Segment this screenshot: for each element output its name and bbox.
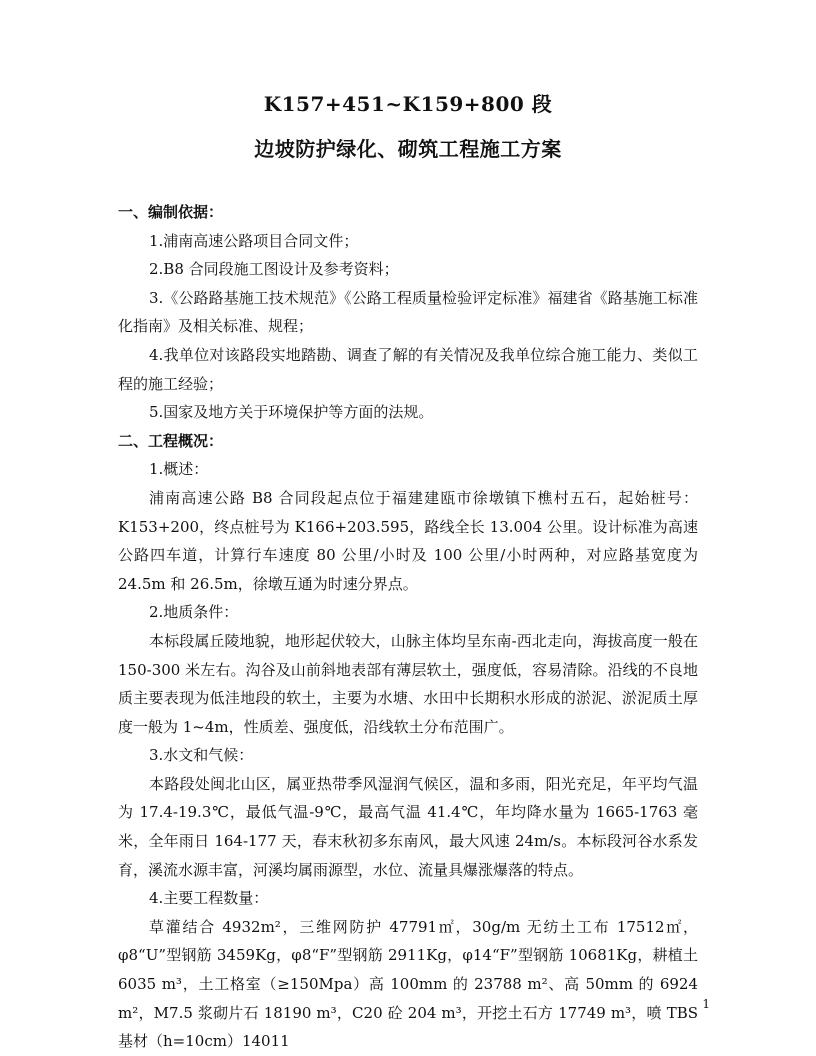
subheading-quantities: 4.主要工程数量： bbox=[149, 889, 269, 908]
geology-paragraph: 本标段属丘陵地貌，地形起伏较大，山脉主体均呈东南-西北走向，海拔高度一般在 150-300 米左右。沟谷及山前斜地表部有薄层软土，强度低，容易清除。沿线的不良地质主要表现为低洼地段的软土，主要为水塘、水田中长期积水形成的淤泥、淤泥质土厚度一般为 1~4m，性质差、强度低，沿线软土分布范围广。 bbox=[118, 631, 698, 736]
heading-basis: 一、编制依据： bbox=[118, 203, 224, 221]
summary-paragraph: 浦南高速公路 B8 合同段起点位于福建建瓯市徐墩镇下樵村五石，起始桩号：K153+200，终点桩号为 K166+203.595，路线全长 13.004 公里。设计标准为高速公路四车道，计算行车速度 80 公里/小时及 100 公里/小时两种，对应路基宽度为 24.5m 和 26.5m，徐墩互通为时速分界点。 bbox=[118, 488, 698, 593]
basis-item-4: 4.我单位对该路段实地踏勘、调查了解的有关情况及我单位综合施工能力、类似工程的施工经验； bbox=[118, 345, 698, 393]
basis-item-2: 2.B8 合同段施工图设计及参考资料； bbox=[149, 260, 399, 279]
basis-item-3: 3.《公路路基施工技术规范》《公路工程质量检验评定标准》福建省《路基施工标准化指南》及相关标准、规程； bbox=[118, 288, 698, 336]
subheading-geology: 2.地质条件： bbox=[149, 603, 239, 622]
subheading-hydrology: 3.水文和气候： bbox=[149, 746, 254, 765]
title-section-range: K157+451~K159+800 段 bbox=[263, 92, 553, 116]
subheading-summary: 1.概述： bbox=[149, 460, 209, 479]
page-number: 1 bbox=[702, 997, 710, 1011]
hydrology-paragraph: 本路段处闽北山区，属亚热带季风湿润气候区，温和多雨，阳光充足，年平均气温为 17.4-19.3℃，最低气温-9℃，最高气温 41.4℃，年均降水量为 1665-1763 毫米，全年雨日 164-177 天，春末秋初多东南风，最大风速 24m/s。本标段河谷水系发育，溪流水源丰富，河溪均属雨源型，水位、流量具爆涨爆落的特点。 bbox=[118, 774, 698, 879]
quantities-paragraph: 草灌结合 4932m²，三维网防护 47791㎡，30g/m 无纺土工布 17512㎡，φ8“U”型钢筋 3459Kg，φ8“F”型钢筋 2911Kg，φ14“F”型钢筋 10681Kg，耕植土 6035 m³，土工格室（≥150Mpa）高 100mm 的 23788 m²、高 50mm 的 6924 m²，M7.5 浆砌片石 18190 m³，C20 砼 204 m³，开挖土石方 17749 m³，喷 TBS 基材（h=10cm）14011 bbox=[118, 917, 698, 1051]
title-plan-name: 边坡防护绿化、砌筑工程施工方案 bbox=[254, 137, 562, 161]
basis-item-1: 1.浦南高速公路项目合同文件； bbox=[149, 231, 359, 250]
heading-overview: 二、工程概况： bbox=[118, 431, 224, 450]
basis-item-5: 5.国家及地方关于环境保护等方面的法规。 bbox=[149, 403, 434, 422]
document-body bbox=[118, 198, 698, 1056]
